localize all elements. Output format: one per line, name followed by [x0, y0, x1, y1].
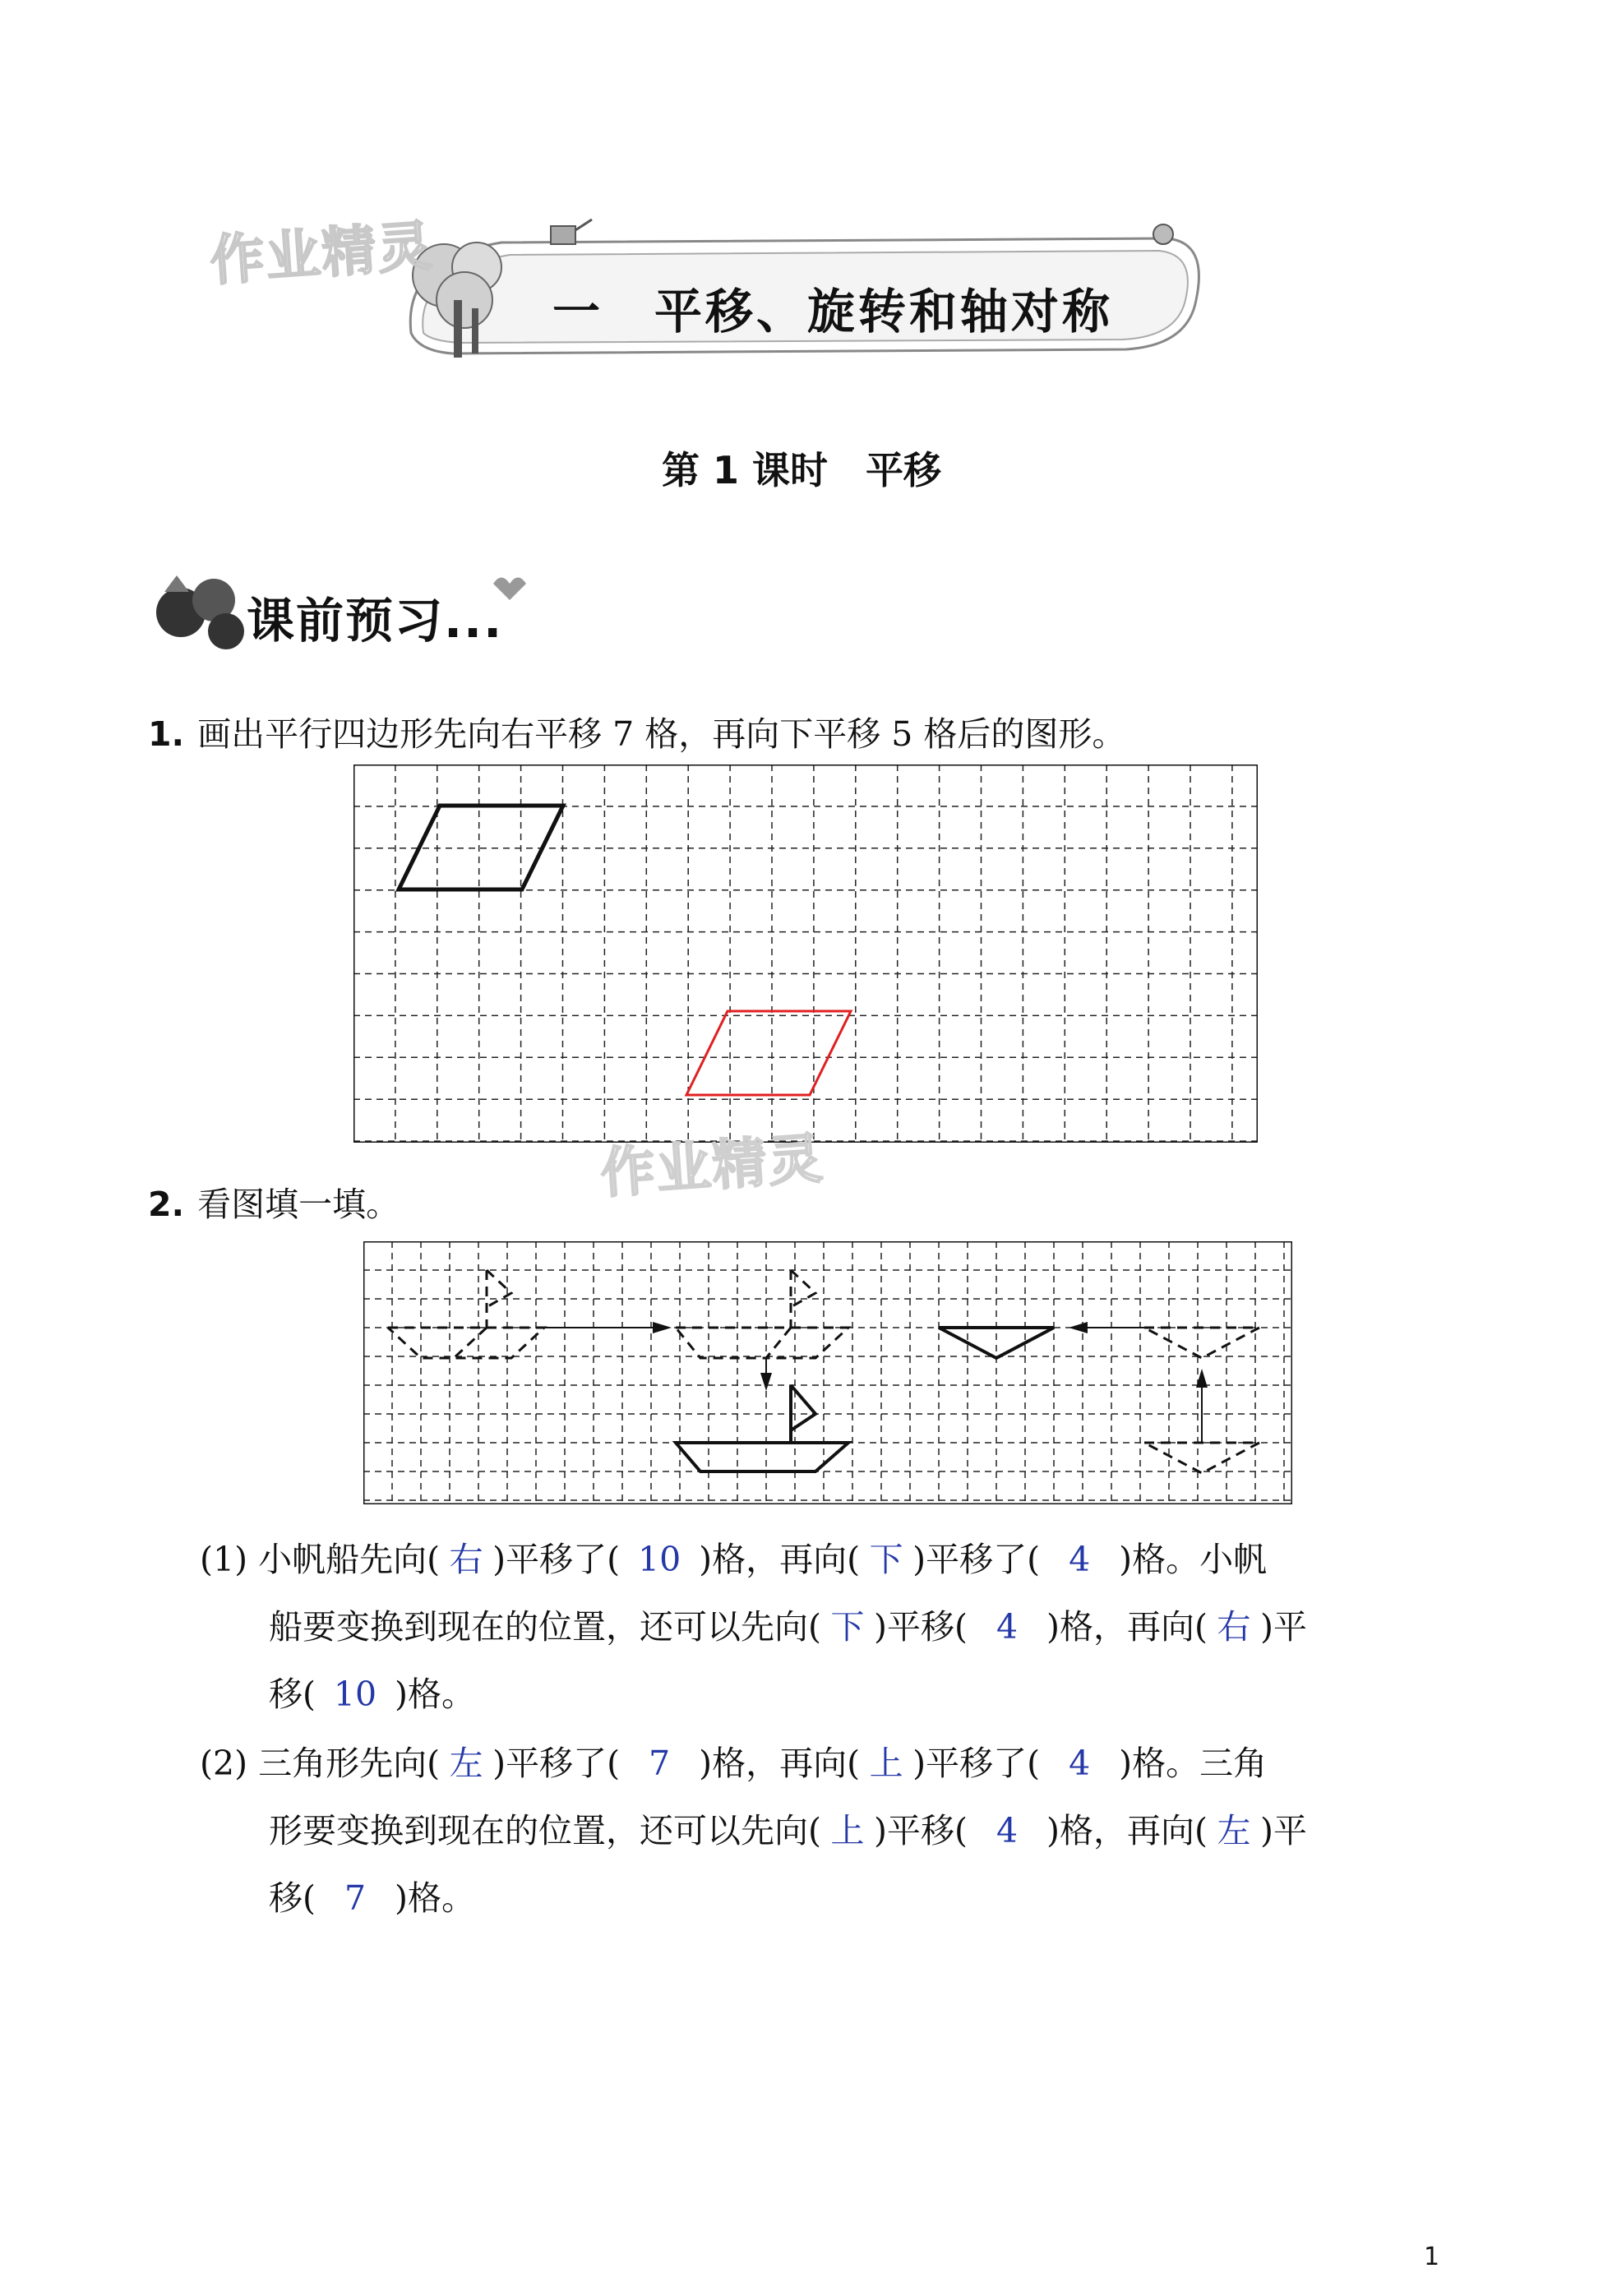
text-segment: 小帆船先向(: [258, 1540, 441, 1579]
snail-icon: [1153, 224, 1173, 244]
watermark-logo: 作业精灵: [208, 214, 436, 293]
question-number: 1.: [148, 714, 185, 754]
boat-final: [676, 1385, 848, 1471]
triangle-original: [1144, 1443, 1259, 1473]
text-segment: )格，再向(: [699, 1744, 861, 1783]
answer-blank: 下: [869, 1540, 903, 1579]
text-segment: )格。: [395, 1675, 475, 1714]
grid-question-2: [363, 1241, 1292, 1504]
text-segment: )格。: [395, 1878, 475, 1918]
text-segment: )平: [1260, 1607, 1307, 1647]
arrow-left-icon: [1069, 1322, 1144, 1333]
answer-blank: 7: [344, 1878, 367, 1918]
question-text: 画出平行四边形先向右平移 7 格，再向下平移 5 格后的图形。: [197, 714, 1126, 754]
answer-blank: 右: [1217, 1607, 1251, 1647]
boat-original: [388, 1270, 544, 1358]
section-label: 课前预习...: [247, 593, 504, 649]
answer-blank: 下: [830, 1607, 865, 1647]
answer-parallelogram: [686, 1011, 851, 1095]
chapter-title: 一 平移、旋转和轴对称: [552, 284, 1114, 340]
watermark-logo-2: 作业精灵: [598, 1126, 826, 1206]
boat-intermediate: [676, 1270, 848, 1358]
lesson-title: 第 1 课时 平移: [661, 448, 942, 492]
page-number: 1: [1424, 2243, 1440, 2271]
text-segment: )格，再向(: [1046, 1811, 1208, 1850]
text-segment: )格。小帆: [1119, 1540, 1268, 1579]
text-segment: )格，再向(: [1046, 1607, 1208, 1647]
grid-question-1: [353, 765, 1258, 1143]
answer-blank: 右: [449, 1540, 483, 1579]
question-1: [148, 707, 1125, 755]
question-2: [148, 1177, 400, 1226]
text-segment: )平移(: [874, 1607, 968, 1647]
answer-blank: 4: [996, 1811, 1019, 1850]
arrow-down-icon: [760, 1358, 772, 1391]
text-segment: )平移了(: [492, 1744, 621, 1783]
text-segment: )格。三角: [1119, 1744, 1268, 1783]
original-parallelogram: [399, 806, 563, 889]
triangle-intermediate: [1144, 1328, 1259, 1358]
text-segment: 船要变换到现在的位置，还可以先向(: [269, 1607, 821, 1647]
question-text: 看图填一填。: [197, 1185, 400, 1224]
part-label: (1): [200, 1540, 248, 1579]
answer-blank: 左: [1217, 1811, 1251, 1850]
text-segment: )平: [1260, 1811, 1307, 1850]
answer-blank: 4: [996, 1607, 1019, 1647]
question-2-part-2: [200, 1730, 1466, 1932]
question-2-part-1: [200, 1526, 1466, 1728]
text-segment: )平移了(: [912, 1540, 1041, 1579]
text-segment: )平移了(: [912, 1744, 1041, 1783]
grid-lines: [363, 1241, 1292, 1504]
text-segment: )格，再向(: [699, 1540, 861, 1579]
answer-blank: 10: [638, 1540, 681, 1579]
text-segment: 三角形先向(: [258, 1744, 441, 1783]
triangle-final: [939, 1328, 1054, 1358]
answer-blank: 10: [333, 1675, 377, 1714]
question-number: 2.: [148, 1185, 185, 1224]
answer-blank: 4: [1069, 1744, 1091, 1783]
text-segment: )平移了(: [492, 1540, 621, 1579]
grid-lines: [353, 765, 1258, 1143]
grid-border: [363, 1241, 1292, 1504]
butterfly-icon: [164, 575, 189, 592]
grid-border: [353, 765, 1258, 1143]
answer-blank: 上: [830, 1811, 865, 1850]
text-segment: )平移(: [874, 1811, 968, 1850]
text-segment: 移(: [269, 1878, 316, 1918]
answer-blank: 左: [449, 1744, 483, 1783]
watering-can-icon: [551, 219, 592, 244]
part-label: (2): [200, 1744, 248, 1783]
answer-blank: 7: [649, 1744, 671, 1783]
answer-blank: 上: [869, 1744, 903, 1783]
answer-blank: 4: [1069, 1540, 1091, 1579]
text-segment: 形要变换到现在的位置，还可以先向(: [269, 1811, 821, 1850]
text-segment: 移(: [269, 1675, 316, 1714]
arrow-right-icon: [544, 1322, 672, 1333]
